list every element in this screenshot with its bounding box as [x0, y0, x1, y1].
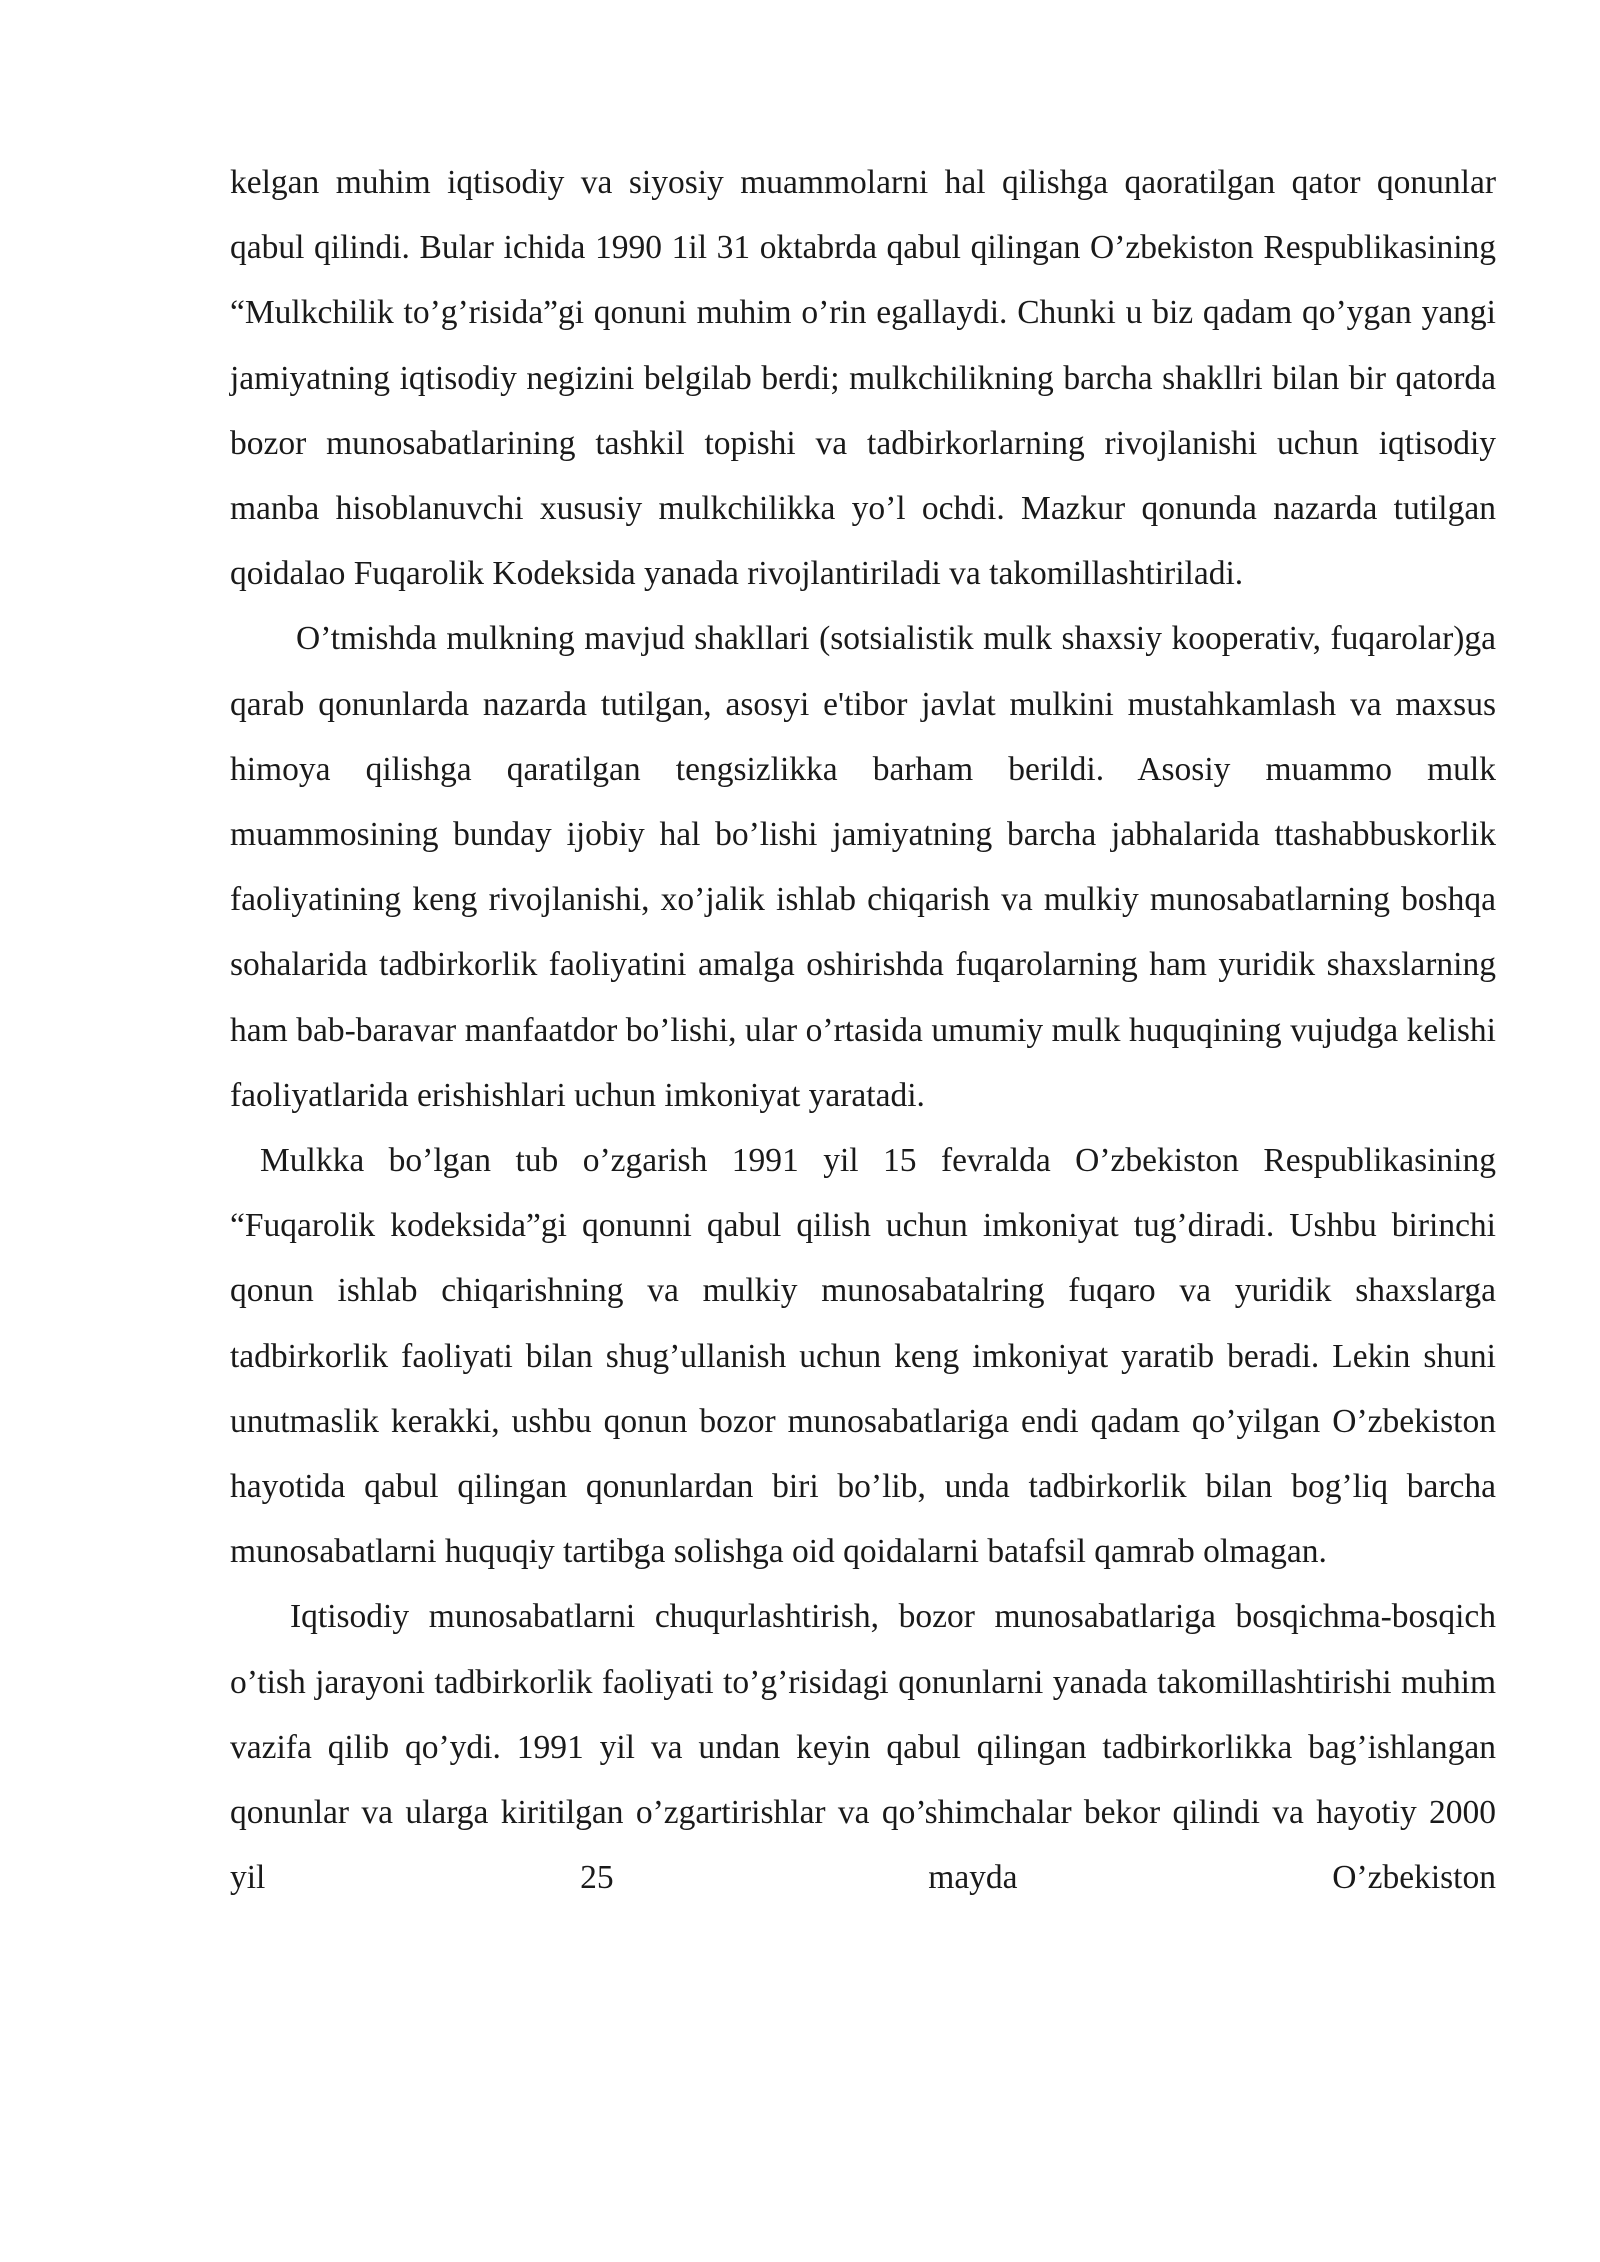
paragraph-3: Mulkka bo’lgan tub o’zgarish 1991 yil 15 fevralda O’zbekiston Respublikasining “Fuqarolik kodeksida”gi qonunni qabul qilish uchun imkoniyat tug’diradi. Ushbu birinchi qonun ishlab chiqarishning va mulkiy munosabatalring fuqaro va yuridik shaxslarga tadbirkorlik faoliyati bilan shug’ullanish uchun keng imkoniyat yaratib beradi. Lekin shuni unutmaslik kerakki, ushbu qonun bozor munosabatlariga endi qadam qo’yilgan O’zbekiston hayotida qabul qilingan qonunlardan biri bo’lib, unda tadbirkorlik bilan bog’liq barcha munosabatlarni huquqiy tartibga solishga oid qoidalarni batafsil qamrab olmagan. [230, 1142, 1496, 1571]
paragraph-2: O’tmishda mulkning mavjud shakllari (sotsialistik mulk shaxsiy kooperativ, fuqarolar)ga qarab qonunlarda nazarda tutilgan, asosyi e'tibor javlat mulkini mustahkamlash va maxsus himoya qilishga qaratilgan tengsizlikka barham berildi. Asosiy muammo mulk muammosining bunday ijobiy hal bo’lishi jamiyatning barcha jabhalarida ttashabbuskorlik faoliyatining keng rivojlanishi, xo’jalik ishlab chiqarish va mulkiy munosabatlarning boshqa sohalarida tadbirkorlik faoliyatini amalga oshirishda fuqarolarning ham yuridik shaxslarning ham bab-baravar manfaatdor bo’lishi, ular o’rtasida umumiy mulk huquqining vujudga kelishi faoliyatlarida erishishlari uchun imkoniyat yaratadi. [230, 620, 1496, 1114]
paragraph-4: Iqtisodiy munosabatlarni chuqurlashtirish, bozor munosabatlariga bosqichma-bosqich o’tish jarayoni tadbirkorlik faoliyati to’g’risidagi qonunlarni yanada takomillashtirishi muhim vazifa qilib qo’ydi. 1991 yil va undan keyin qabul qilingan tadbirkorlikka bag’ishlangan qonunlar va ularga kiritilgan o’zgartirishlar va qo’shimchalar bekor qilindi va hayotiy 2000 yil 25 mayda O’zbekiston [230, 1598, 1496, 1897]
paragraph-1: kelgan muhim iqtisodiy va siyosiy muammolarni hal qilishga qaoratilgan qator qonunlar qabul qilindi. Bular ichida 1990 1il 31 oktabrda qabul qilingan O’zbekiston Respublikasining “Mulkchilik to’g’risida”gi qonuni muhim o’rin egallaydi. Chunki u biz qadam qo’ygan yangi jamiyatning iqtisodiy negizini belgilab berdi; mulkchilikning barcha shakllri bilan bir qatorda bozor munosabatlarining tashkil topishi va tadbirkorlarning rivojlanishi uchun iqtisodiy manba hisoblanuvchi xususiy mulkchilikka yo’l ochdi. Mazkur qonunda nazarda tutilgan qoidalao Fuqarolik Kodeksida yanada rivojlantiriladi va takomillashtiriladi. [230, 164, 1496, 593]
document-body [230, 150, 1496, 1910]
